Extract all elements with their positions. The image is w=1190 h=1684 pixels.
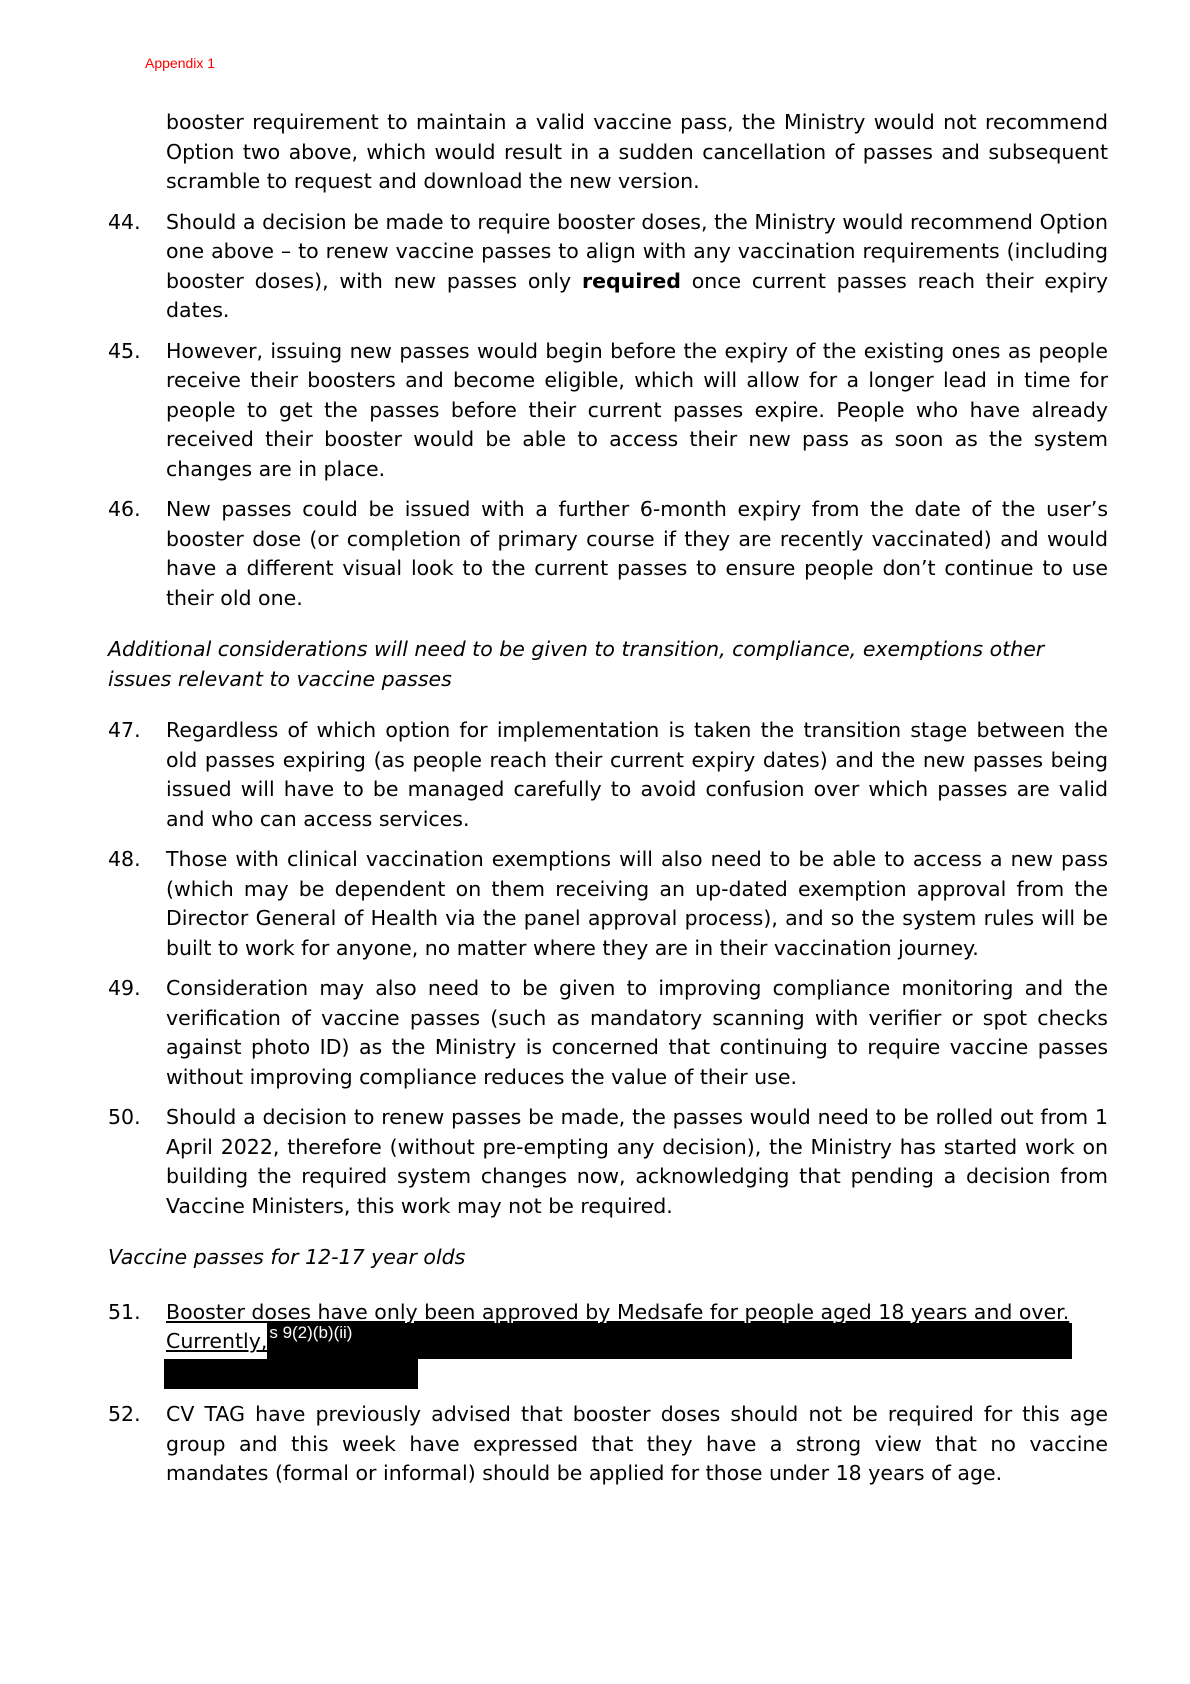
paragraph-lead-text: Currently, xyxy=(166,1329,268,1353)
paragraph-number: 51. xyxy=(108,1299,141,1324)
paragraph-number: 52. xyxy=(108,1402,141,1426)
paragraph-50 xyxy=(108,1103,1108,1221)
paragraph-49 xyxy=(108,974,1108,1092)
paragraph-number: 47. xyxy=(108,718,141,742)
paragraph-51 xyxy=(108,1298,1108,1390)
paragraph-text: booster requirement to maintain a valid vaccine pass, the Ministry would not recommend Option two above, which would result in a sudden cancellation of passes and subsequent scramble to request and download the new version. xyxy=(166,110,1108,193)
appendix-label: Appendix 1 xyxy=(145,55,216,71)
paragraph-text: New passes could be issued with a further 6-month expiry from the date of the user’s booster dose (or completion of primary course if they are recently vaccinated) and would have a different visual look to the current passes to ensure people don’t continue to use their old one. xyxy=(166,497,1108,610)
paragraph-44 xyxy=(108,208,1108,326)
paragraph-text: Consideration may also need to be given to improving compliance monitoring and the verification of vaccine passes (such as mandatory scanning with verifier or spot checks against photo ID) as the Ministry is concerned that continuing to require vaccine passes without improving compliance reduces the value of their use. xyxy=(166,976,1108,1089)
paragraph-text-end: once current passes reach their expiry dates. xyxy=(166,268,1108,322)
paragraph-45 xyxy=(108,337,1108,485)
paragraph-number: 49. xyxy=(108,976,141,1000)
paragraph-number: 45. xyxy=(108,338,141,363)
paragraph-number: 48. xyxy=(108,847,141,871)
redaction-label: s 9(2)(b)(ii) xyxy=(269,1323,353,1342)
paragraph-52 xyxy=(108,1400,1108,1489)
paragraph-number: 50. xyxy=(108,1105,141,1129)
paragraph-text: CV TAG have previously advised that booster doses should not be required for this age group and this week have expressed that they have a strong view that no vaccine mandates (formal or informal) should be applied for those under 18 years of age. xyxy=(166,1402,1108,1485)
redaction-bar xyxy=(267,1323,1072,1359)
paragraph-number: 44. xyxy=(108,209,141,234)
paragraph-43-continuation xyxy=(108,108,1108,197)
paragraph-47 xyxy=(108,716,1108,834)
paragraph-48 xyxy=(108,845,1108,963)
bold-emphasis: required xyxy=(581,268,681,293)
paragraph-text: Booster doses have only been approved by Medsafe for people aged 18 years and over. xyxy=(166,1299,1070,1324)
section-heading-considerations: Additional considerations will need to be given to transition, compliance, exemptions other issues relevant to vaccine passes xyxy=(108,637,1045,691)
paragraph-text-start: Should a decision be made to require booster doses, the Ministry would recommend Option one above – to renew vaccine passes to align with any vaccination requirements (including booster doses), with new passes only xyxy=(166,209,1108,293)
document-body xyxy=(108,108,1108,1500)
section-heading-12-17: Vaccine passes for 12-17 year olds xyxy=(108,1245,466,1269)
redaction-bar-continued xyxy=(164,1359,418,1389)
paragraph-text: Should a decision to renew passes be made, the passes would need to be rolled out from 1 April 2022, therefore (without pre-empting any decision), the Ministry has started work on building the required system changes now, acknowledging that pending a decision from Vaccine Ministers, this work may not be required. xyxy=(166,1105,1108,1218)
paragraph-text: However, issuing new passes would begin before the expiry of the existing ones as people receive their boosters and become eligible, which will allow for a longer lead in time for people to get the passes before their current passes expire. People who have already received their booster would be able to access their new pass as soon as the system changes are in place. xyxy=(166,338,1108,481)
paragraph-text: Those with clinical vaccination exemptions will also need to be able to access a new pass (which may be dependent on them receiving an up-dated exemption approval from the Director General of Health via the panel approval process), and so the system rules will be built to work for anyone, no matter where they are in their vaccination journey. xyxy=(166,847,1108,960)
paragraph-46 xyxy=(108,495,1108,613)
paragraph-number: 46. xyxy=(108,497,141,521)
paragraph-text: Regardless of which option for implementation is taken the transition stage between the old passes expiring (as people reach their current expiry dates) and the new passes being issued will have to be managed carefully to avoid confusion over which passes are valid and who can access services. xyxy=(166,718,1108,831)
